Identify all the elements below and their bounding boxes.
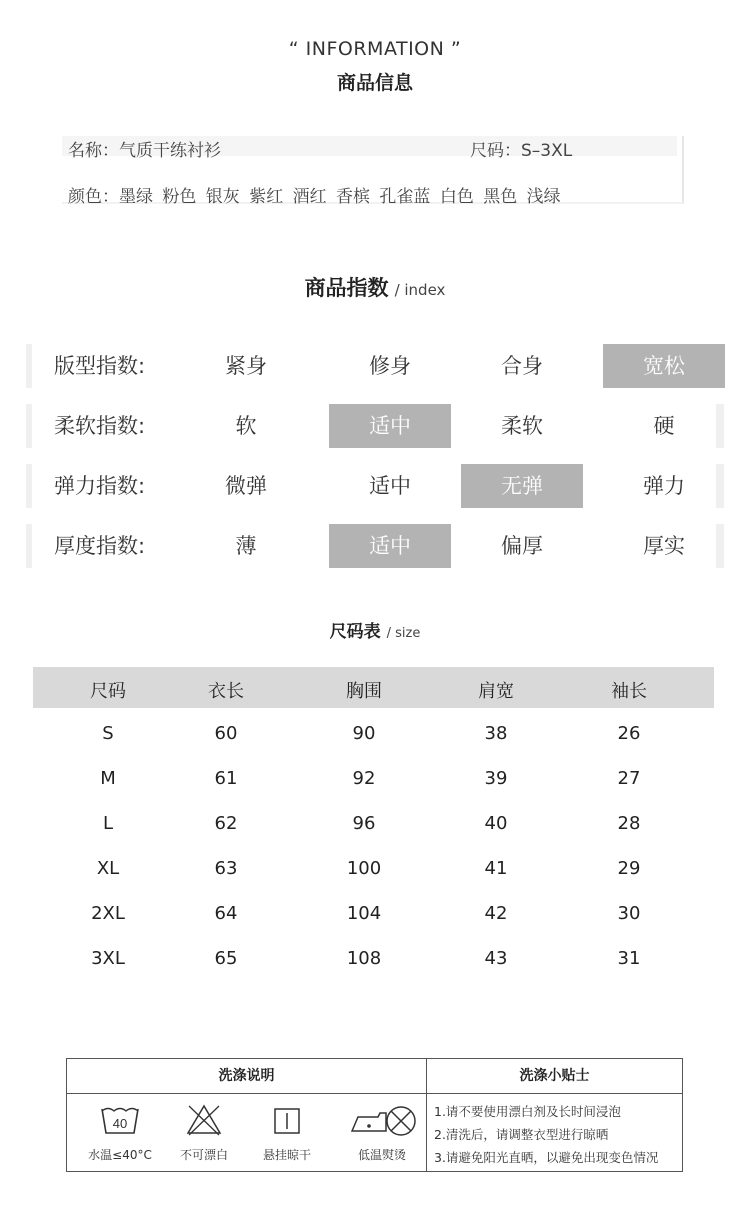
care-divider-horizontal — [67, 1093, 682, 1094]
size-table-cell: 64 — [214, 903, 238, 924]
index-section-title — [0, 272, 750, 302]
size-title-cn: 尺码表 — [329, 622, 381, 642]
size-table-cell: 63 — [214, 858, 238, 879]
size-table-cell: S — [102, 723, 114, 744]
size-table-cell: 27 — [617, 768, 641, 789]
wash-tip-1: 1.请不要使用漂白剂及长时间浸泡 — [434, 1104, 621, 1119]
size-table-cell: 92 — [352, 768, 376, 789]
index-row-edge-left — [26, 404, 32, 448]
size-table-cell: M — [100, 768, 116, 789]
index-row-label: 版型指数: — [54, 354, 146, 378]
size-column-header: 尺码 — [90, 681, 126, 702]
size-table-cell: 3XL — [91, 948, 125, 969]
wash-temp-caption: 水温≤40°C — [88, 1148, 152, 1162]
index-option: 柔软 — [501, 414, 543, 438]
size-column-header: 衣长 — [208, 681, 244, 702]
size-table-cell: 31 — [617, 948, 641, 969]
index-option: 厚实 — [643, 534, 685, 558]
size-table-cell: 90 — [352, 723, 376, 744]
index-option: 紧身 — [225, 354, 267, 378]
size-table-cell: XL — [96, 858, 120, 879]
index-option: 软 — [235, 414, 257, 438]
low-iron-caption: 低温熨烫 — [357, 1148, 406, 1162]
index-title-cn: 商品指数 — [304, 276, 389, 300]
index-row — [26, 344, 724, 388]
index-option: 适中 — [369, 474, 411, 498]
size-table-cell: 100 — [346, 858, 382, 879]
index-option-selected: 适中 — [329, 404, 451, 448]
index-row-edge-left — [26, 344, 32, 388]
size-table-cell: 39 — [484, 768, 508, 789]
size-table-cell: 61 — [214, 768, 238, 789]
index-option: 弹力 — [643, 474, 685, 498]
product-name: 名称：气质干练衬衫 — [68, 141, 221, 161]
size-table-cell: 108 — [346, 948, 382, 969]
size-table-cell: 29 — [617, 858, 641, 879]
index-title-en: / index — [394, 281, 446, 299]
size-title-en: / size — [386, 626, 421, 641]
index-row — [26, 404, 724, 448]
no-bleach-caption: 不可漂白 — [179, 1148, 228, 1162]
low-iron-icon — [348, 1103, 420, 1139]
hang-dry-caption: 悬挂晾干 — [262, 1148, 311, 1162]
index-option-selected: 适中 — [329, 524, 451, 568]
index-option: 薄 — [235, 534, 257, 558]
index-option: 偏厚 — [501, 534, 543, 558]
index-row — [26, 464, 724, 508]
information-heading-en: “ INFORMATION ” — [288, 38, 462, 60]
index-row-label: 弹力指数: — [54, 474, 146, 498]
size-table-cell: 43 — [484, 948, 508, 969]
size-table-cell: 60 — [214, 723, 238, 744]
wash-instructions-title: 洗涤说明 — [218, 1068, 275, 1084]
wash-tip-2: 2.清洗后，请调整衣型进行晾晒 — [434, 1127, 609, 1142]
size-table-cell: 30 — [617, 903, 641, 924]
index-row-label: 厚度指数: — [54, 534, 146, 558]
care-table — [66, 1058, 683, 1172]
index-option: 硬 — [653, 414, 675, 438]
index-row-edge-left — [26, 524, 32, 568]
size-table-cell: 2XL — [91, 903, 125, 924]
size-column-header: 袖长 — [611, 681, 647, 702]
size-table-cell: 42 — [484, 903, 508, 924]
index-row — [26, 524, 724, 568]
wash-tips-title: 洗涤小贴士 — [519, 1068, 590, 1084]
index-row-label: 柔软指数: — [54, 414, 146, 438]
size-table-cell: 26 — [617, 723, 641, 744]
index-option: 合身 — [501, 354, 543, 378]
size-table-cell: 96 — [352, 813, 376, 834]
no-bleach-icon — [185, 1103, 223, 1137]
size-table-cell: 38 — [484, 723, 508, 744]
index-option-selected: 宽松 — [603, 344, 725, 388]
hang-dry-icon — [272, 1103, 302, 1137]
size-table-cell: 28 — [617, 813, 641, 834]
product-info-box — [62, 136, 684, 207]
wash-tip-3: 3.请避免阳光直晒，以避免出现变色情况 — [434, 1150, 659, 1165]
index-option: 修身 — [369, 354, 411, 378]
size-table-cell: 40 — [484, 813, 508, 834]
size-table-cell: L — [102, 813, 114, 834]
index-option: 微弹 — [225, 474, 267, 498]
information-heading-cn: 商品信息 — [336, 72, 413, 94]
size-table-cell: 104 — [346, 903, 382, 924]
index-option-selected: 无弹 — [461, 464, 583, 508]
size-table-cell: 41 — [484, 858, 508, 879]
size-column-header: 胸围 — [346, 681, 382, 702]
size-table-cell: 65 — [214, 948, 238, 969]
product-colors: 颜色：墨绿 粉色 银灰 紫红 酒红 香槟 孔雀蓝 白色 黑色 浅绿 — [68, 187, 561, 207]
wash-temp-label: 40 — [112, 1116, 128, 1131]
size-table-cell: 62 — [214, 813, 238, 834]
size-section-title — [0, 617, 750, 642]
product-size-range: 尺码：S–3XL — [470, 141, 573, 161]
size-column-header: 肩宽 — [478, 681, 514, 702]
index-row-edge-left — [26, 464, 32, 508]
wash-40-icon — [99, 1103, 141, 1137]
